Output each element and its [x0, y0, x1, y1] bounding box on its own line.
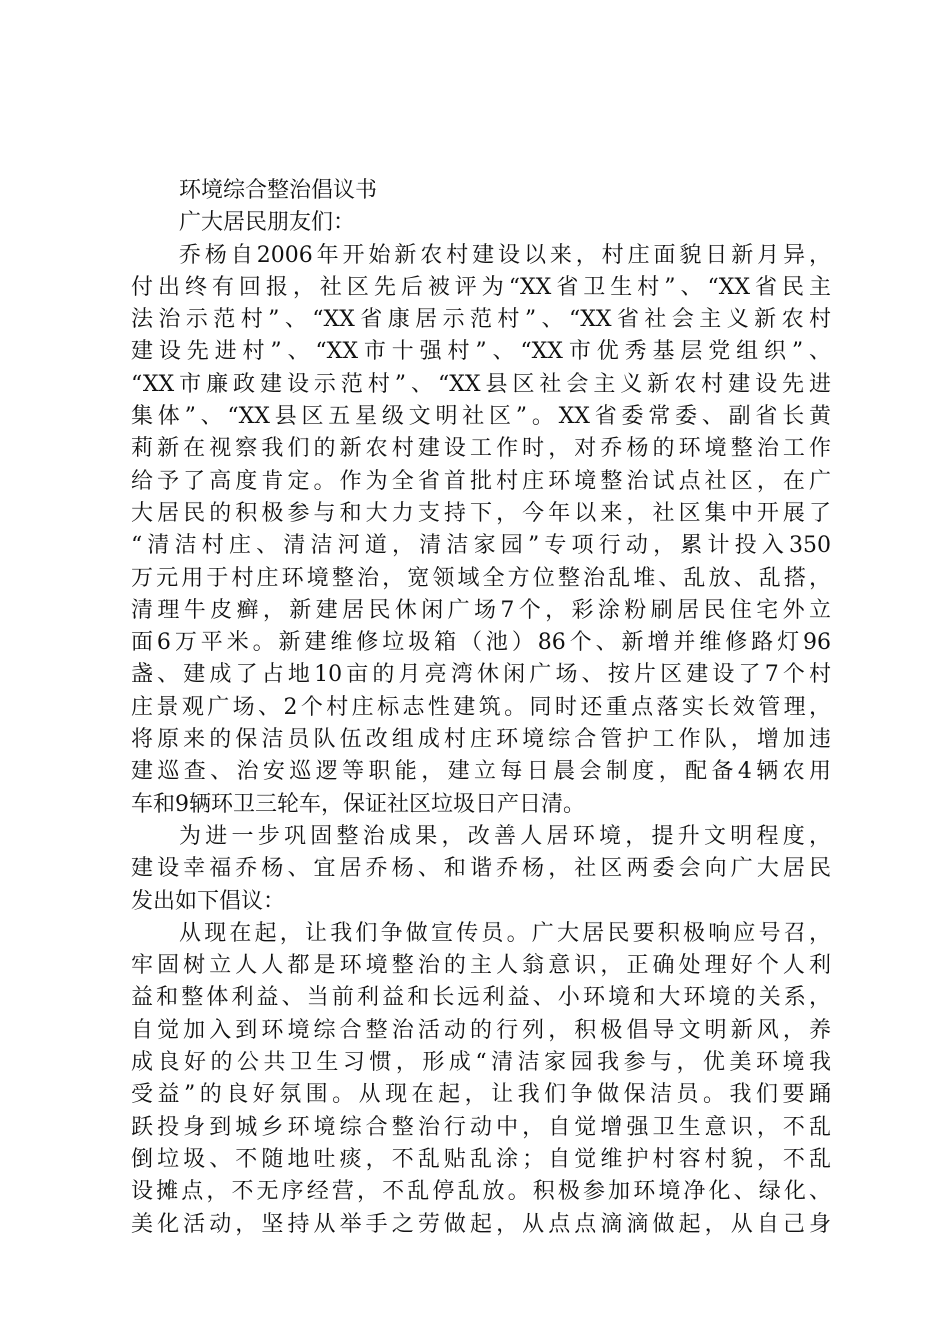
body-line: 乔杨自2006年开始新农村建设以来，村庄面貌日新月异， [179, 242, 831, 268]
body-line: 益和整体利益、当前利益和长远利益、小环境和大环境的关系， [131, 985, 831, 1011]
body-line: 付出终有回报，社区先后被评为“XX省卫生村”、“XX省民主 [131, 274, 831, 300]
body-line: 集体”、“XX县区五星级文明社区”。XX省委常委、副省长黄 [131, 404, 831, 430]
body-line: 为进一步巩固整治成果，改善人居环境，提升文明程度， [179, 823, 831, 849]
body-line: 从现在起，让我们争做宣传员。广大居民要积极响应号召， [179, 920, 831, 946]
body-line: 牢固树立人人都是环境整治的主人翁意识，正确处理好个人利 [131, 953, 831, 979]
body-line: 倒垃圾、不随地吐痰，不乱贴乱涂；自觉维护村容村貌，不乱 [131, 1146, 831, 1172]
body-line: 成良好的公共卫生习惯，形成“清洁家园我参与，优美环境我 [131, 1050, 831, 1076]
body-line: 面6万平米。新建维修垃圾箱（池）86个、新增并维修路灯96 [131, 630, 831, 656]
body-line: “清洁村庄、清洁河道，清洁家园”专项行动，累计投入350 [131, 533, 831, 559]
body-line: 美化活动，坚持从举手之劳做起，从点点滴滴做起，从自己身 [131, 1211, 831, 1237]
salutation: 广大居民朋友们： [179, 210, 356, 236]
body-line: 盏、建成了占地10亩的月亮湾休闲广场、按片区建设了7个村 [131, 662, 831, 688]
body-line: 莉新在视察我们的新农村建设工作时，对乔杨的环境整治工作 [131, 436, 831, 462]
body-line: 受益”的良好氛围。从现在起，让我们争做保洁员。我们要踊 [131, 1082, 831, 1108]
body-line: 跃投身到城乡环境综合整治行动中，自觉增强卫生意识，不乱 [131, 1114, 831, 1140]
body-line: 设摊点，不无序经营，不乱停乱放。积极参加环境净化、绿化、 [131, 1179, 831, 1205]
body-line: 建巡查、治安巡逻等职能，建立每日晨会制度，配备4辆农用 [131, 759, 831, 785]
document-title: 环境综合整治倡议书 [179, 178, 378, 203]
body-line: 车和9辆环卫三轮车，保证社区垃圾日产日清。 [131, 791, 585, 817]
body-line: 建设幸福乔杨、宜居乔杨、和谐乔杨，社区两委会向广大居民 [131, 856, 831, 882]
body-line: 发出如下倡议： [131, 888, 286, 914]
body-line: 清理牛皮癣，新建居民休闲广场7个，彩涂粉刷居民住宅外立 [131, 597, 831, 623]
body-line: 将原来的保洁员队伍改组成村庄环境综合管护工作队，增加违 [131, 727, 831, 753]
body-line: 建设先进村”、“XX市十强村”、“XX市优秀基层党组织”、 [131, 339, 831, 365]
body-line: 自觉加入到环境综合整治活动的行列，积极倡导文明新风，养 [131, 1017, 831, 1043]
document-body [131, 175, 831, 1241]
body-line: 大居民的积极参与和大力支持下，今年以来，社区集中开展了 [131, 500, 831, 526]
body-line: 庄景观广场、2个村庄标志性建筑。同时还重点落实长效管理， [131, 694, 831, 720]
body-line: 万元用于村庄环境整治，宽领域全方位整治乱堆、乱放、乱搭， [131, 565, 831, 591]
body-paragraphs [131, 240, 831, 1241]
body-line: “XX市廉政建设示范村”、“XX县区社会主义新农村建设先进 [131, 371, 831, 397]
body-line: 法治示范村”、“XX省康居示范村”、“XX省社会主义新农村 [131, 307, 831, 333]
body-line: 给予了高度肯定。作为全省首批村庄环境整治试点社区，在广 [131, 468, 831, 494]
